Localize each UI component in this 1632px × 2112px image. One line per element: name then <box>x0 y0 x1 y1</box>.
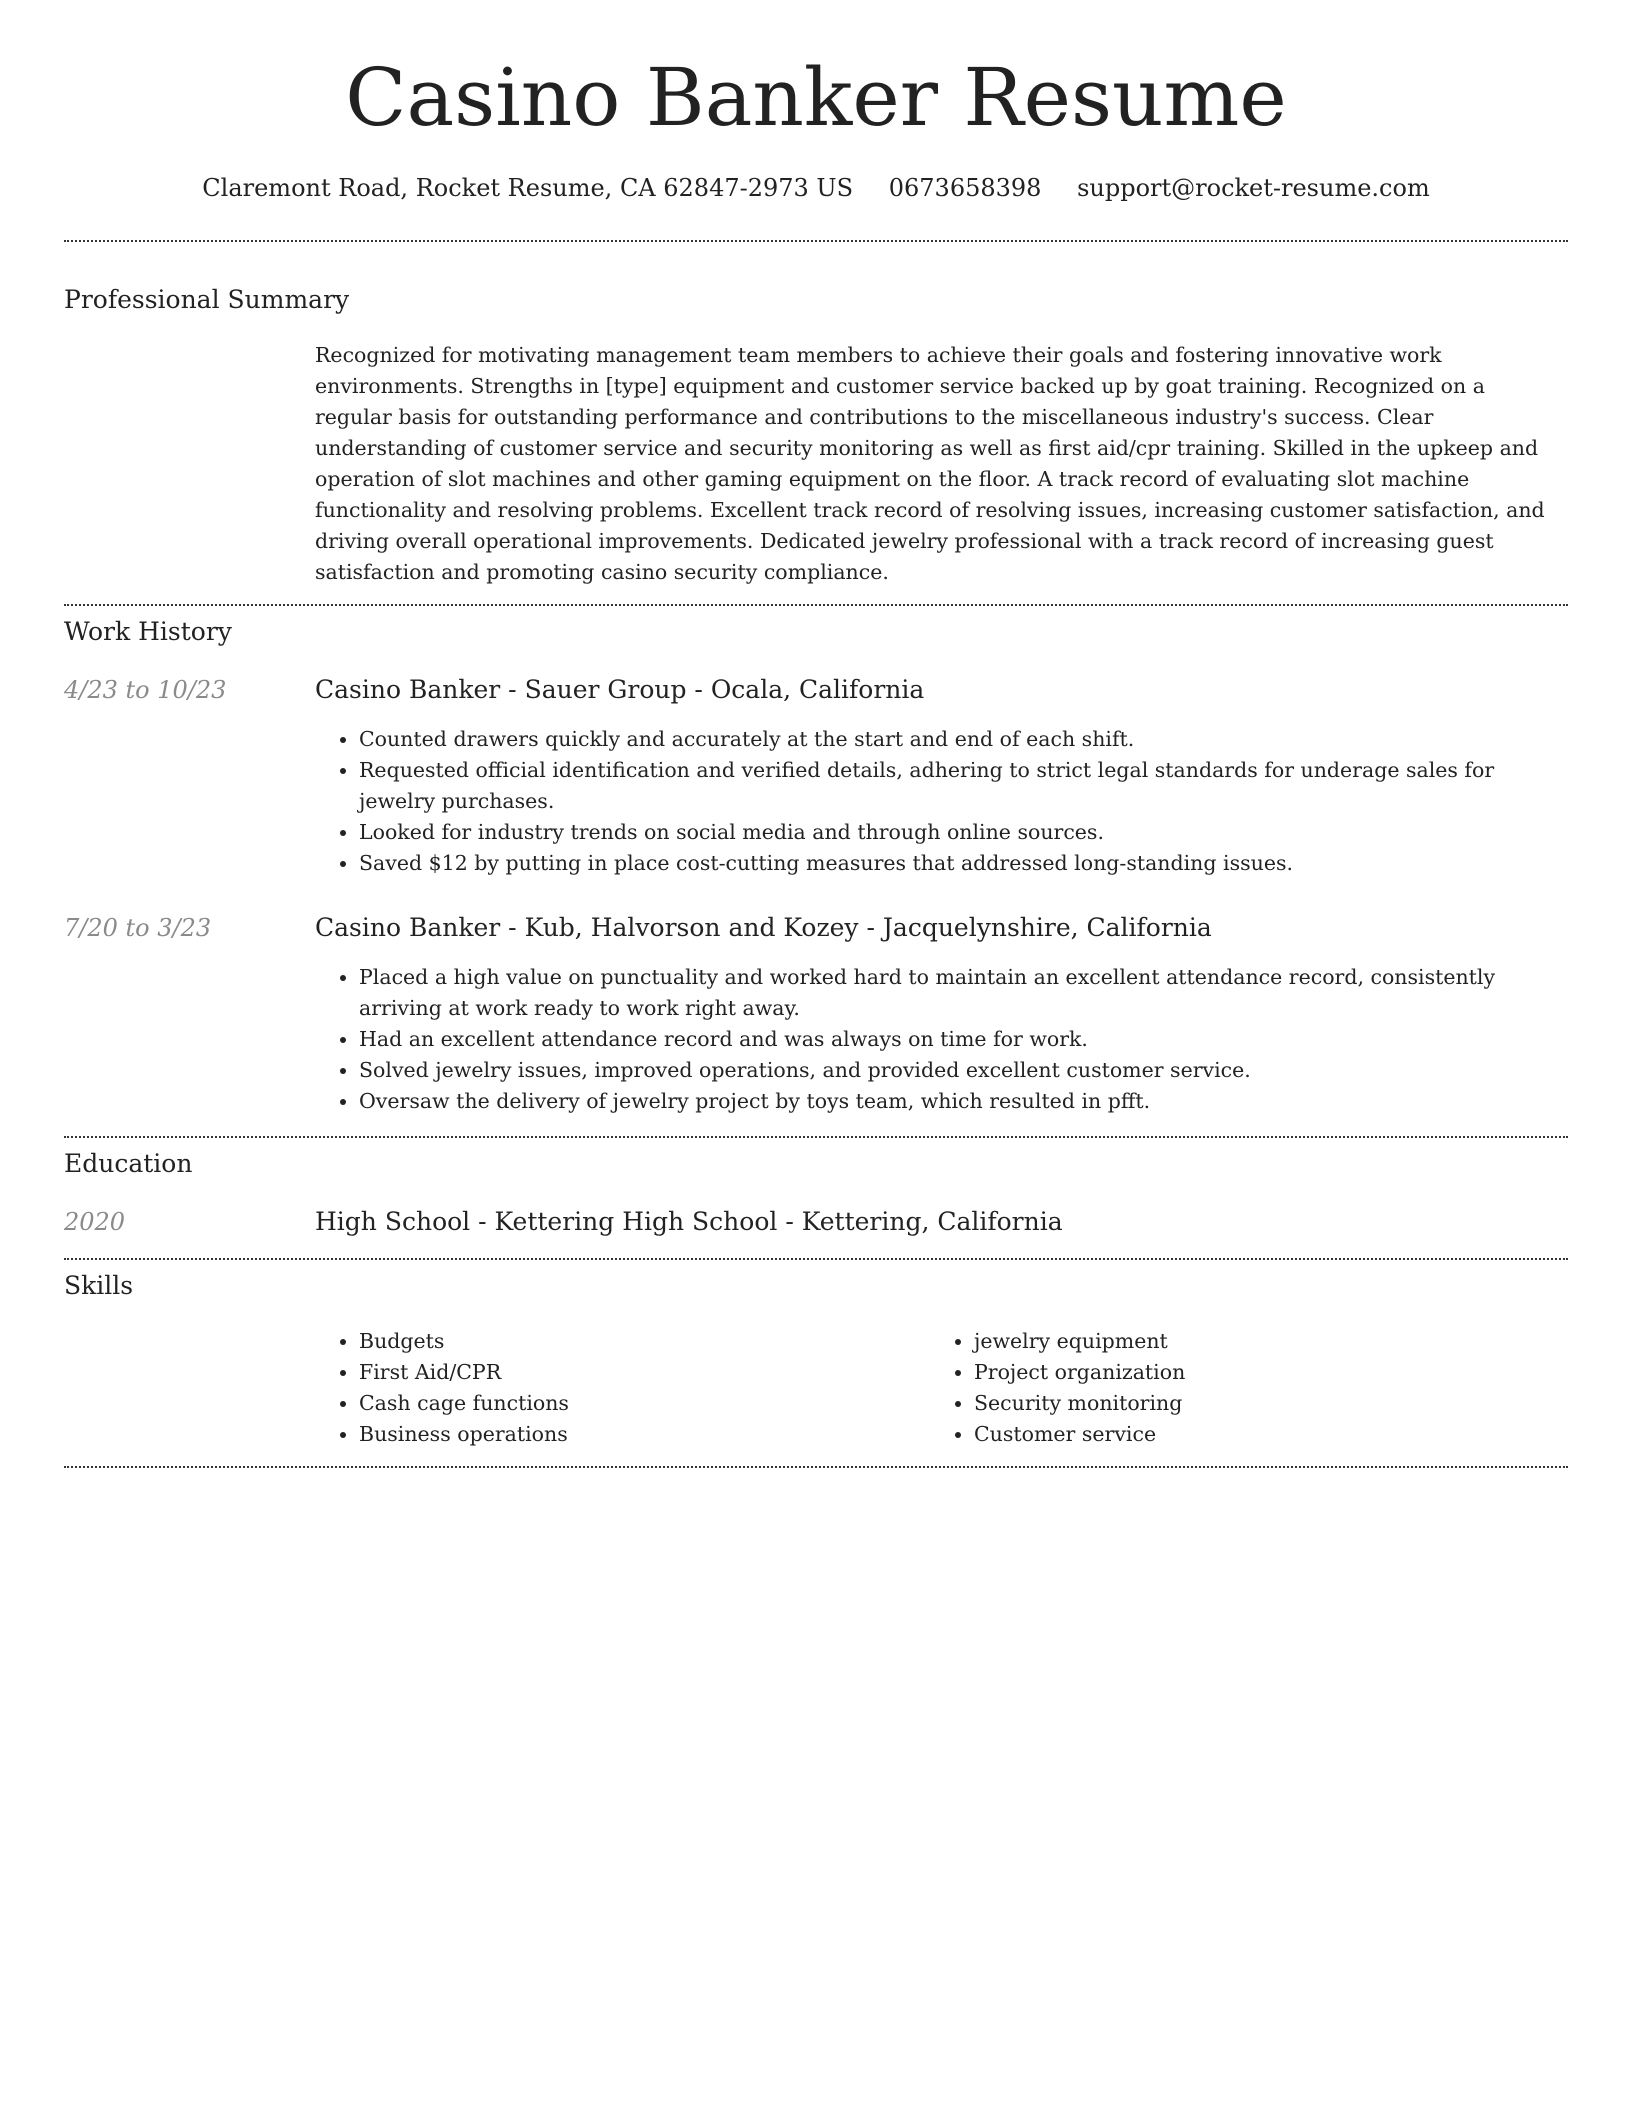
resume-title: Casino Banker Resume <box>345 51 1287 144</box>
section-divider <box>64 240 1568 242</box>
contact-address: Claremont Road, Rocket Resume, CA 62847-2973 US <box>202 174 854 202</box>
education-year: 2020 <box>64 1208 126 1236</box>
list-item: • Requested official identification and verified details, adhering to strict legal standards for underage sales for jewelry purchases. <box>359 755 1555 817</box>
job-bullet-list <box>315 724 1555 879</box>
contact-phone: 0673658398 <box>888 174 1042 202</box>
skill-item: • Security monitoring <box>974 1388 1530 1419</box>
skill-item: • Customer service <box>974 1419 1530 1450</box>
section-divider <box>64 1136 1568 1138</box>
list-item: • Oversaw the delivery of jewelry project by toys team, which resulted in pfft. <box>359 1086 1555 1117</box>
skill-item: • Cash cage functions <box>359 1388 915 1419</box>
job-title-line: Casino Banker - Sauer Group - Ocala, California <box>315 675 925 704</box>
skill-item: • jewelry equipment <box>974 1326 1530 1357</box>
section-divider <box>64 1466 1568 1468</box>
job-bullet-list <box>315 962 1555 1117</box>
summary-heading: Professional Summary <box>64 285 350 314</box>
skills-list-right <box>930 1326 1530 1450</box>
education-heading: Education <box>64 1149 193 1178</box>
list-item: • Placed a high value on punctuality and worked hard to maintain an excellent attendance record, consistently arriving at work ready to work right away. <box>359 962 1555 1024</box>
job-title-line: Casino Banker - Kub, Halvorson and Kozey - Jacquelynshire, California <box>315 913 1212 942</box>
skill-item: • Budgets <box>359 1326 915 1357</box>
skills-list-left <box>315 1326 915 1450</box>
skill-item: • Business operations <box>359 1419 915 1450</box>
list-item: • Looked for industry trends on social media and through online sources. <box>359 817 1555 848</box>
work-history-heading: Work History <box>64 617 232 646</box>
summary-text: Recognized for motivating management team members to achieve their goals and fostering innovative work environments. Strengths in [type] equipment and customer service backed up by goat training. Recognized on a regular basis for outstanding performance and contributions to the miscellaneous industry's success. Clear understanding of customer service and security monitoring as well as first aid/cpr training. Skilled in the upkeep and operation of slot machines and other gaming equipment on the floor. A track record of evaluating slot machine functionality and resolving problems. Excellent track record of resolving issues, increasing customer satisfaction, and driving overall operational improvements. Dedicated jewelry professional with a track record of increasing guest satisfaction and promoting casino security compliance. <box>315 343 1545 584</box>
contact-line <box>64 170 1568 206</box>
contact-email: support@rocket-resume.com <box>1077 174 1430 202</box>
job-dates: 4/23 to 10/23 <box>64 676 227 704</box>
skill-item: • Project organization <box>974 1357 1530 1388</box>
job-dates: 7/20 to 3/23 <box>64 914 212 942</box>
list-item: • Counted drawers quickly and accurately at the start and end of each shift. <box>359 724 1555 755</box>
section-divider <box>64 604 1568 606</box>
list-item: • Solved jewelry issues, improved operations, and provided excellent customer service. <box>359 1055 1555 1086</box>
list-item: • Saved $12 by putting in place cost-cutting measures that addressed long-standing issues. <box>359 848 1555 879</box>
skills-heading: Skills <box>64 1271 134 1300</box>
list-item: • Had an excellent attendance record and was always on time for work. <box>359 1024 1555 1055</box>
education-title-line: High School - Kettering High School - Kettering, California <box>315 1207 1063 1236</box>
skill-item: • First Aid/CPR <box>359 1357 915 1388</box>
section-divider <box>64 1258 1568 1260</box>
